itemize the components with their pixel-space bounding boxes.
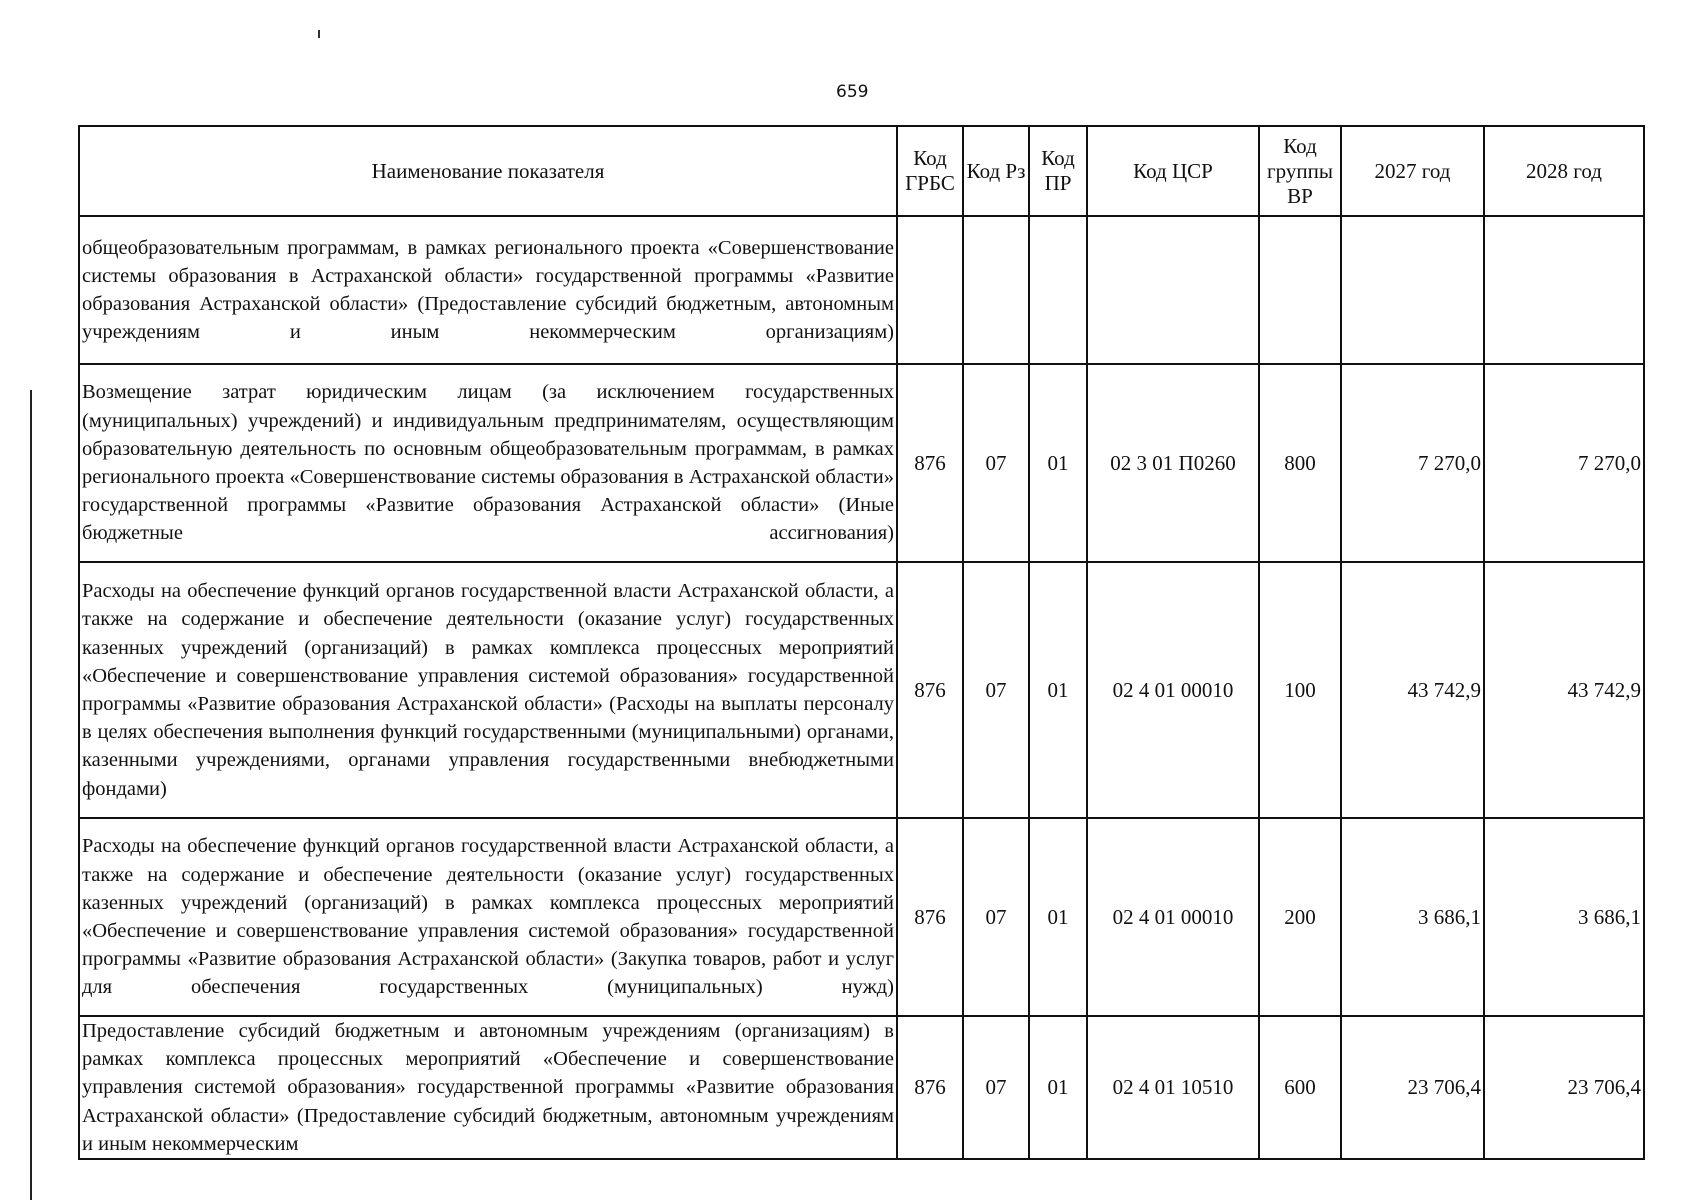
row-2027: 43 742,9: [1341, 562, 1484, 818]
row-name: Расходы на обеспечение функций органов государственной власти Астраханской области, а также на содержание и обеспечение деятельности (оказание услуг) государственных казенных учреждений (организаций) в рамках комплекса процессных мероприятий «Обеспечение и совершенствование управления системой образования» государственной программы «Развитие образования Астраханской области» (Расходы на выплаты персоналу в целях обеспечения выполнения функций государственными (муниципальными) органами, казенными учреждениями, органами управления государственными внебюджетными фондами): [79, 562, 897, 818]
row-grbs: 876: [897, 818, 963, 1016]
row-2028: 43 742,9: [1484, 562, 1644, 818]
row-rz: 07: [963, 1016, 1029, 1159]
header-csr: Код ЦСР: [1087, 126, 1259, 216]
row-vr: 600: [1259, 1016, 1341, 1159]
row-2027: [1341, 216, 1484, 364]
table-row: [79, 818, 1644, 1016]
row-name: общеобразовательным программам, в рамках регионального проекта «Совершенствование системы образования в Астраханской области» государственной программы «Развитие образования Астраханской области» (Предоставление субсидий бюджетным, автономным учреждениям и иным некоммерческим организациям): [79, 216, 897, 364]
row-grbs: [897, 216, 963, 364]
row-grbs: 876: [897, 364, 963, 562]
table-row: [79, 364, 1644, 562]
row-2027: 3 686,1: [1341, 818, 1484, 1016]
row-grbs: 876: [897, 1016, 963, 1159]
row-2028: 7 270,0: [1484, 364, 1644, 562]
row-vr: [1259, 216, 1341, 364]
header-2027: 2027 год: [1341, 126, 1484, 216]
row-name: Расходы на обеспечение функций органов государственной власти Астраханской области, а также на содержание и обеспечение деятельности (оказание услуг) государственных казенных учреждений (организаций) в рамках комплекса процессных мероприятий «Обеспечение и совершенствование управления системой образования» государственной программы «Развитие образования Астраханской области» (Закупка товаров, работ и услуг для обеспечения государственных (муниципальных) нужд): [79, 818, 897, 1016]
row-rz: 07: [963, 562, 1029, 818]
row-name: Возмещение затрат юридическим лицам (за исключением государственных (муниципальных) учреждений) и индивидуальным предпринимателям, осуществляющим образовательную деятельность по основным общеобразовательным программам, в рамках регионального проекта «Совершенствование системы образования в Астраханской области» государственной программы «Развитие образования Астраханской области» (Иные бюджетные ассигнования): [79, 364, 897, 562]
row-csr: [1087, 216, 1259, 364]
table-row: [79, 216, 1644, 364]
row-name: Предоставление субсидий бюджетным и автономным учреждениям (организациям) в рамках комплекса процессных мероприятий «Обеспечение и совершенствование управления системой образования» государственной программы «Развитие образования Астраханской области» (Предоставление субсидий бюджетным, автономным учреждениям и иным некоммерческим: [79, 1016, 897, 1159]
row-pr: 01: [1029, 818, 1087, 1016]
row-rz: [963, 216, 1029, 364]
header-2028: 2028 год: [1484, 126, 1644, 216]
row-2028: 3 686,1: [1484, 818, 1644, 1016]
page-number: 659: [836, 82, 869, 102]
row-pr: 01: [1029, 562, 1087, 818]
budget-table: [78, 125, 1645, 1160]
row-csr: 02 4 01 00010: [1087, 818, 1259, 1016]
row-pr: [1029, 216, 1087, 364]
margin-rule: [30, 390, 32, 1200]
row-grbs: 876: [897, 562, 963, 818]
row-csr: 02 4 01 00010: [1087, 562, 1259, 818]
scan-mark: [318, 30, 320, 38]
row-vr: 800: [1259, 364, 1341, 562]
header-rz: Код Рз: [963, 126, 1029, 216]
row-2027: 23 706,4: [1341, 1016, 1484, 1159]
row-rz: 07: [963, 818, 1029, 1016]
row-csr: 02 3 01 П0260: [1087, 364, 1259, 562]
table-row: [79, 562, 1644, 818]
table-row: [79, 1016, 1644, 1159]
row-2028: 23 706,4: [1484, 1016, 1644, 1159]
row-vr: 100: [1259, 562, 1341, 818]
row-2027: 7 270,0: [1341, 364, 1484, 562]
row-vr: 200: [1259, 818, 1341, 1016]
header-pr: Код ПР: [1029, 126, 1087, 216]
header-grbs: Код ГРБС: [897, 126, 963, 216]
row-2028: [1484, 216, 1644, 364]
row-pr: 01: [1029, 1016, 1087, 1159]
header-name: Наименование показателя: [79, 126, 897, 216]
row-csr: 02 4 01 10510: [1087, 1016, 1259, 1159]
header-row: [79, 126, 1644, 216]
row-rz: 07: [963, 364, 1029, 562]
header-vr: Код группы ВР: [1259, 126, 1341, 216]
row-pr: 01: [1029, 364, 1087, 562]
